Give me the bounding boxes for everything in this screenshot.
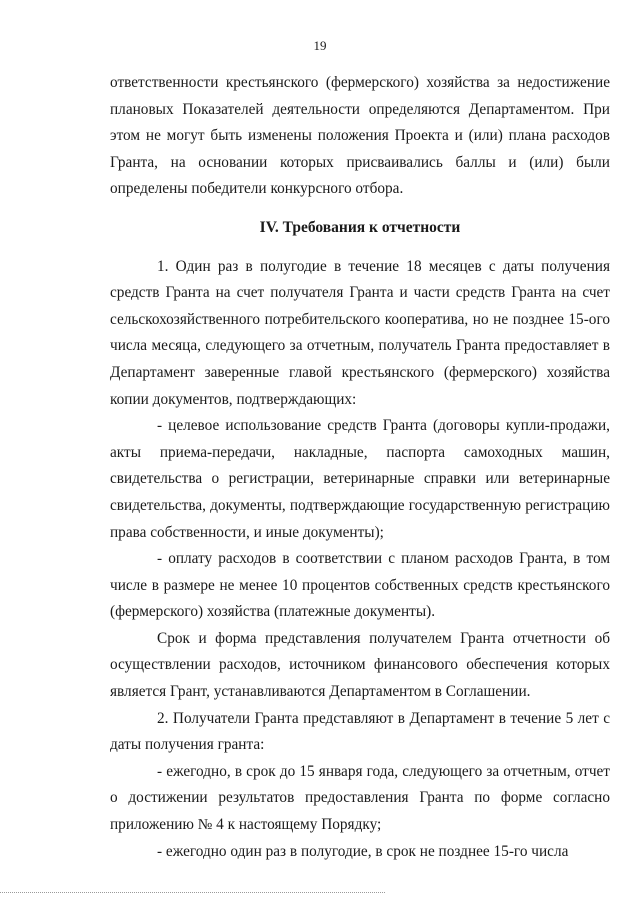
paragraph-reporting-item-2: 2. Получатели Гранта представляют в Департамент в течение 5 лет с даты получения гранта: [110,709,610,754]
document-body [110,70,610,865]
paragraph-bullet-target-use: - целевое использование средств Гранта (договоры купли-продажи, акты приема-передачи, накладные, паспорта самоходных машин, свидетельства о регистрации, ветеринарные справки или ветеринарные свидетельства, документы, подтверждающие государственную регистрацию права собственности, и иные документы); [110,417,610,541]
paragraph-reporting-item-1: 1. Один раз в полугодие в течение 18 месяцев с даты получения средств Гранта на счет получателя Гранта и части средств Гранта на счет сельскохозяйственного потребительского кооператива, но не позднее 15-ого числа месяца, следующего за отчетным, получатель Гранта предоставляет в Департамент заверенные главой крестьянского (фермерского) хозяйства копии документов, подтверждающих: [110,257,610,408]
paragraph-bullet-payment: - оплату расходов в соответствии с планом расходов Гранта, в том числе в размере не менее 10 процентов собственных средств крестьянского (фермерского) хозяйства (платежные документы). [110,550,610,621]
paragraph-continuation: ответственности крестьянского (фермерского) хозяйства за недостижение плановых Показателей деятельности определяются Департаментом. При этом не могут быть изменены положения Проекта и (или) плана расходов Гранта, на основании которых присваивались баллы и (или) были определены победители конкурсного отбора. [110,74,610,198]
paragraph-bullet-annual-report: - ежегодно, в срок до 15 января года, следующего за отчетным, отчет о достижении результатов предоставления Гранта по форме согласно приложению № 4 к настоящему Порядку; [110,762,610,834]
bottom-dotted-rule [0,892,385,893]
paragraph-reporting-terms: Срок и форма представления получателем Гранта отчетности об осуществлении расходов, источником финансового обеспечения которых является Грант, устанавливаются Департаментом в Соглашении. [110,629,610,701]
paragraph-bullet-semiannual: - ежегодно один раз в полугодие, в срок не позднее 15-го числа [157,842,569,860]
page-number: 19 [313,38,327,53]
section-heading: IV. Требования к отчетности [259,218,461,236]
